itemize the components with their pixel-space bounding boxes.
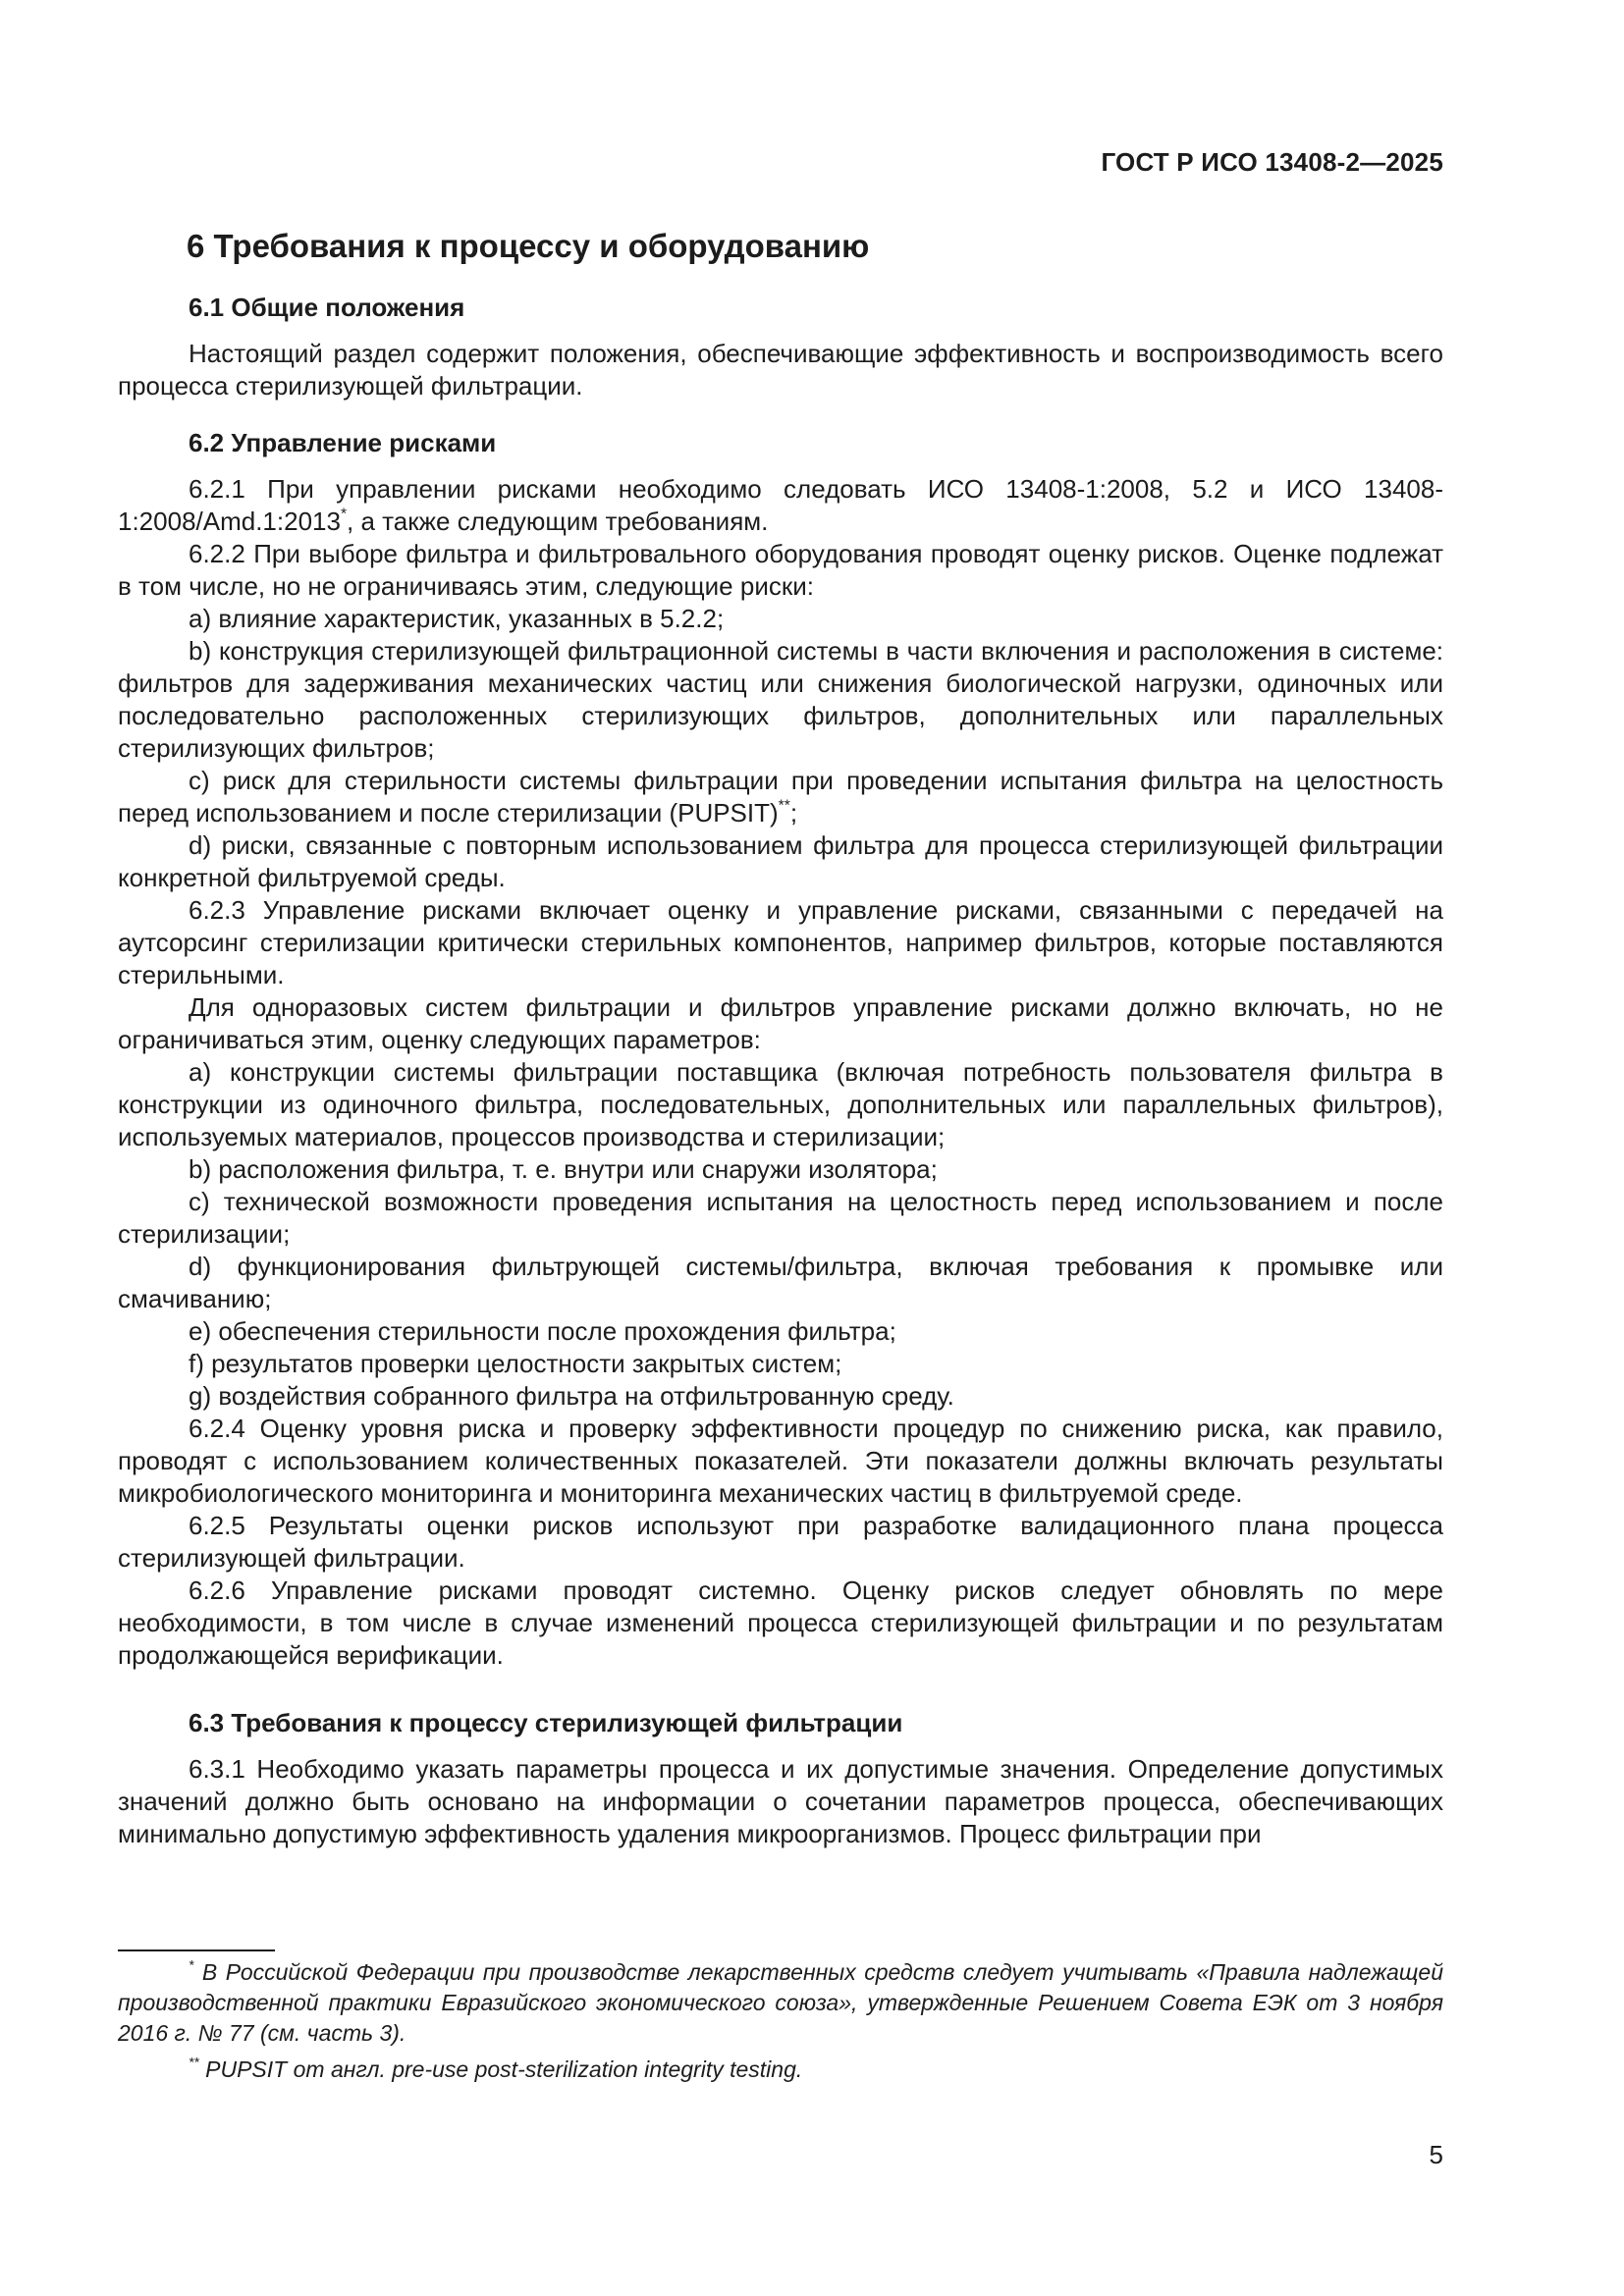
list-item: c) технической возможности проведения испытания на целостность перед использованием и после стерилизации;: [118, 1187, 1443, 1249]
paragraph-6-2-6: 6.2.6 Управление рисками проводят системно. Оценку рисков следует обновлять по мере необходимости, в том числе в случае изменений процесса стерилизующей фильтрации и по результатам продолжающейся верификации.: [118, 1575, 1443, 1670]
footnote-mark: **: [189, 2055, 199, 2070]
paragraph-6-2-2: 6.2.2 При выборе фильтра и фильтровального оборудования проводят оценку рисков. Оценке подлежат в том числе, но не ограничиваясь этим, следующие риски:: [118, 539, 1443, 601]
section-6-2-body: [118, 473, 1443, 1672]
list-item: b) расположения фильтра, т. е. внутри или снаружи изолятора;: [189, 1154, 938, 1184]
paragraph-6-2-3: 6.2.3 Управление рисками включает оценку и управление рисками, связанными с передачей на аутсорсинг стерилизации критически стерильных компонентов, например фильтров, которые поставляются стерильными.: [118, 895, 1443, 989]
list-item: d) риски, связанные с повторным использованием фильтра для процесса стерилизующей фильтрации конкретной фильтруемой среды.: [118, 830, 1443, 892]
section-6-3: [118, 1708, 1443, 1738]
footnotes: [118, 1957, 1443, 2091]
footnote-2: [118, 2055, 1443, 2085]
footnote-divider: [118, 1949, 275, 1951]
paragraph-text: ;: [789, 798, 798, 828]
list-item: f) результатов проверки целостности закрытых систем;: [189, 1349, 842, 1378]
section-6-3-title: 6.3 Требования к процессу стерилизующей фильтрации: [189, 1708, 903, 1737]
list-item: e) обеспечения стерильности после прохождения фильтра;: [189, 1316, 896, 1346]
list-item: a) влияние характеристик, указанных в 5.2.2;: [189, 604, 725, 633]
list-item: [118, 765, 1443, 829]
paragraph: Настоящий раздел содержит положения, обеспечивающие эффективность и воспроизводимость всего процесса стерилизующей фильтрации.: [118, 339, 1443, 400]
section-6-title: 6 Требования к процессу и оборудованию: [187, 228, 870, 264]
footnote-mark: *: [189, 1957, 194, 1973]
list-item: b) конструкция стерилизующей фильтрационной системы в части включения и расположения в системе: фильтров для задерживания механических частиц или снижения биологической нагрузки, одиночных или последовательно расположенных стерилизующих фильтров, дополнительных или параллельных стерилизующих фильтров;: [118, 636, 1443, 763]
list-item: a) конструкции системы фильтрации поставщика (включая потребность пользователя фильтра в конструкции из одиночного фильтра, последовательных, дополнительных или параллельных фильтров), используемых материалов, процессов производства и стерилизации;: [118, 1057, 1443, 1151]
document-header: ГОСТ Р ИСО 13408-2—2025: [1101, 147, 1443, 177]
paragraph-6-2-4: 6.2.4 Оценку уровня риска и проверку эффективности процедур по снижению риска, как правило, проводят с использованием количественных показателей. Эти показатели должны включать результаты микробиологического мониторинга и мониторинга механических частиц в фильтруемой среде.: [118, 1414, 1443, 1508]
section-6-2-title: 6.2 Управление рисками: [189, 428, 497, 457]
footnote-mark: **: [778, 797, 790, 815]
paragraph-6-2-1: [118, 473, 1443, 538]
paragraph-text: c) риск для стерильности системы фильтрации при проведении испытания фильтра на целостность перед использованием и после стерилизации (PUPSIT): [118, 766, 1443, 828]
footnote-text: PUPSIT от англ. pre-use post-sterilization integrity testing.: [205, 2056, 803, 2082]
paragraph-6-2-5: 6.2.5 Результаты оценки рисков используют при разработке валидационного плана процесса стерилизующей фильтрации.: [118, 1511, 1443, 1573]
footnote-mark: *: [340, 506, 348, 523]
section-6-1: [118, 293, 1443, 323]
list-item: d) функционирования фильтрующей системы/фильтра, включая требования к промывке или смачиванию;: [118, 1252, 1443, 1313]
section-6-1-title: 6.1 Общие положения: [189, 293, 465, 322]
footnote-text: В Российской Федерации при производстве лекарственных средств следует учитывать «Правила надлежащей производственной практики Евразийского экономического союза», утвержденные Решением Совета ЕЭК от 3 ноября 2016 г. № 77 (см. часть 3).: [118, 1959, 1444, 2046]
section-6-3-body: [118, 1753, 1443, 1850]
list-item: g) воздействия собранного фильтра на отфильтрованную среду.: [189, 1381, 954, 1411]
paragraph-text: , а также следующим требованиям.: [347, 507, 769, 536]
footnote-1: [118, 1957, 1443, 2049]
document-page: [118, 0, 1443, 2296]
paragraph-text: 6.2.1 При управлении рисками необходимо следовать ИСО 13408-1:2008, 5.2 и ИСО 13408-1:2008/Amd.1:2013: [118, 474, 1443, 536]
section-6-2: [118, 428, 1443, 458]
page-number: 5: [1429, 2140, 1443, 2169]
section-6-1-body: [118, 338, 1443, 402]
paragraph-6-3-1: 6.3.1 Необходимо указать параметры процесса и их допустимые значения. Определение допустимых значений должно быть основано на информации о сочетании параметров процесса, обеспечивающих минимально допустимую эффективность удаления микроорганизмов. Процесс фильтрации при: [118, 1754, 1443, 1848]
paragraph: Для одноразовых систем фильтрации и фильтров управление рисками должно включать, но не ограничиваться этим, оценку следующих параметров:: [118, 992, 1443, 1054]
